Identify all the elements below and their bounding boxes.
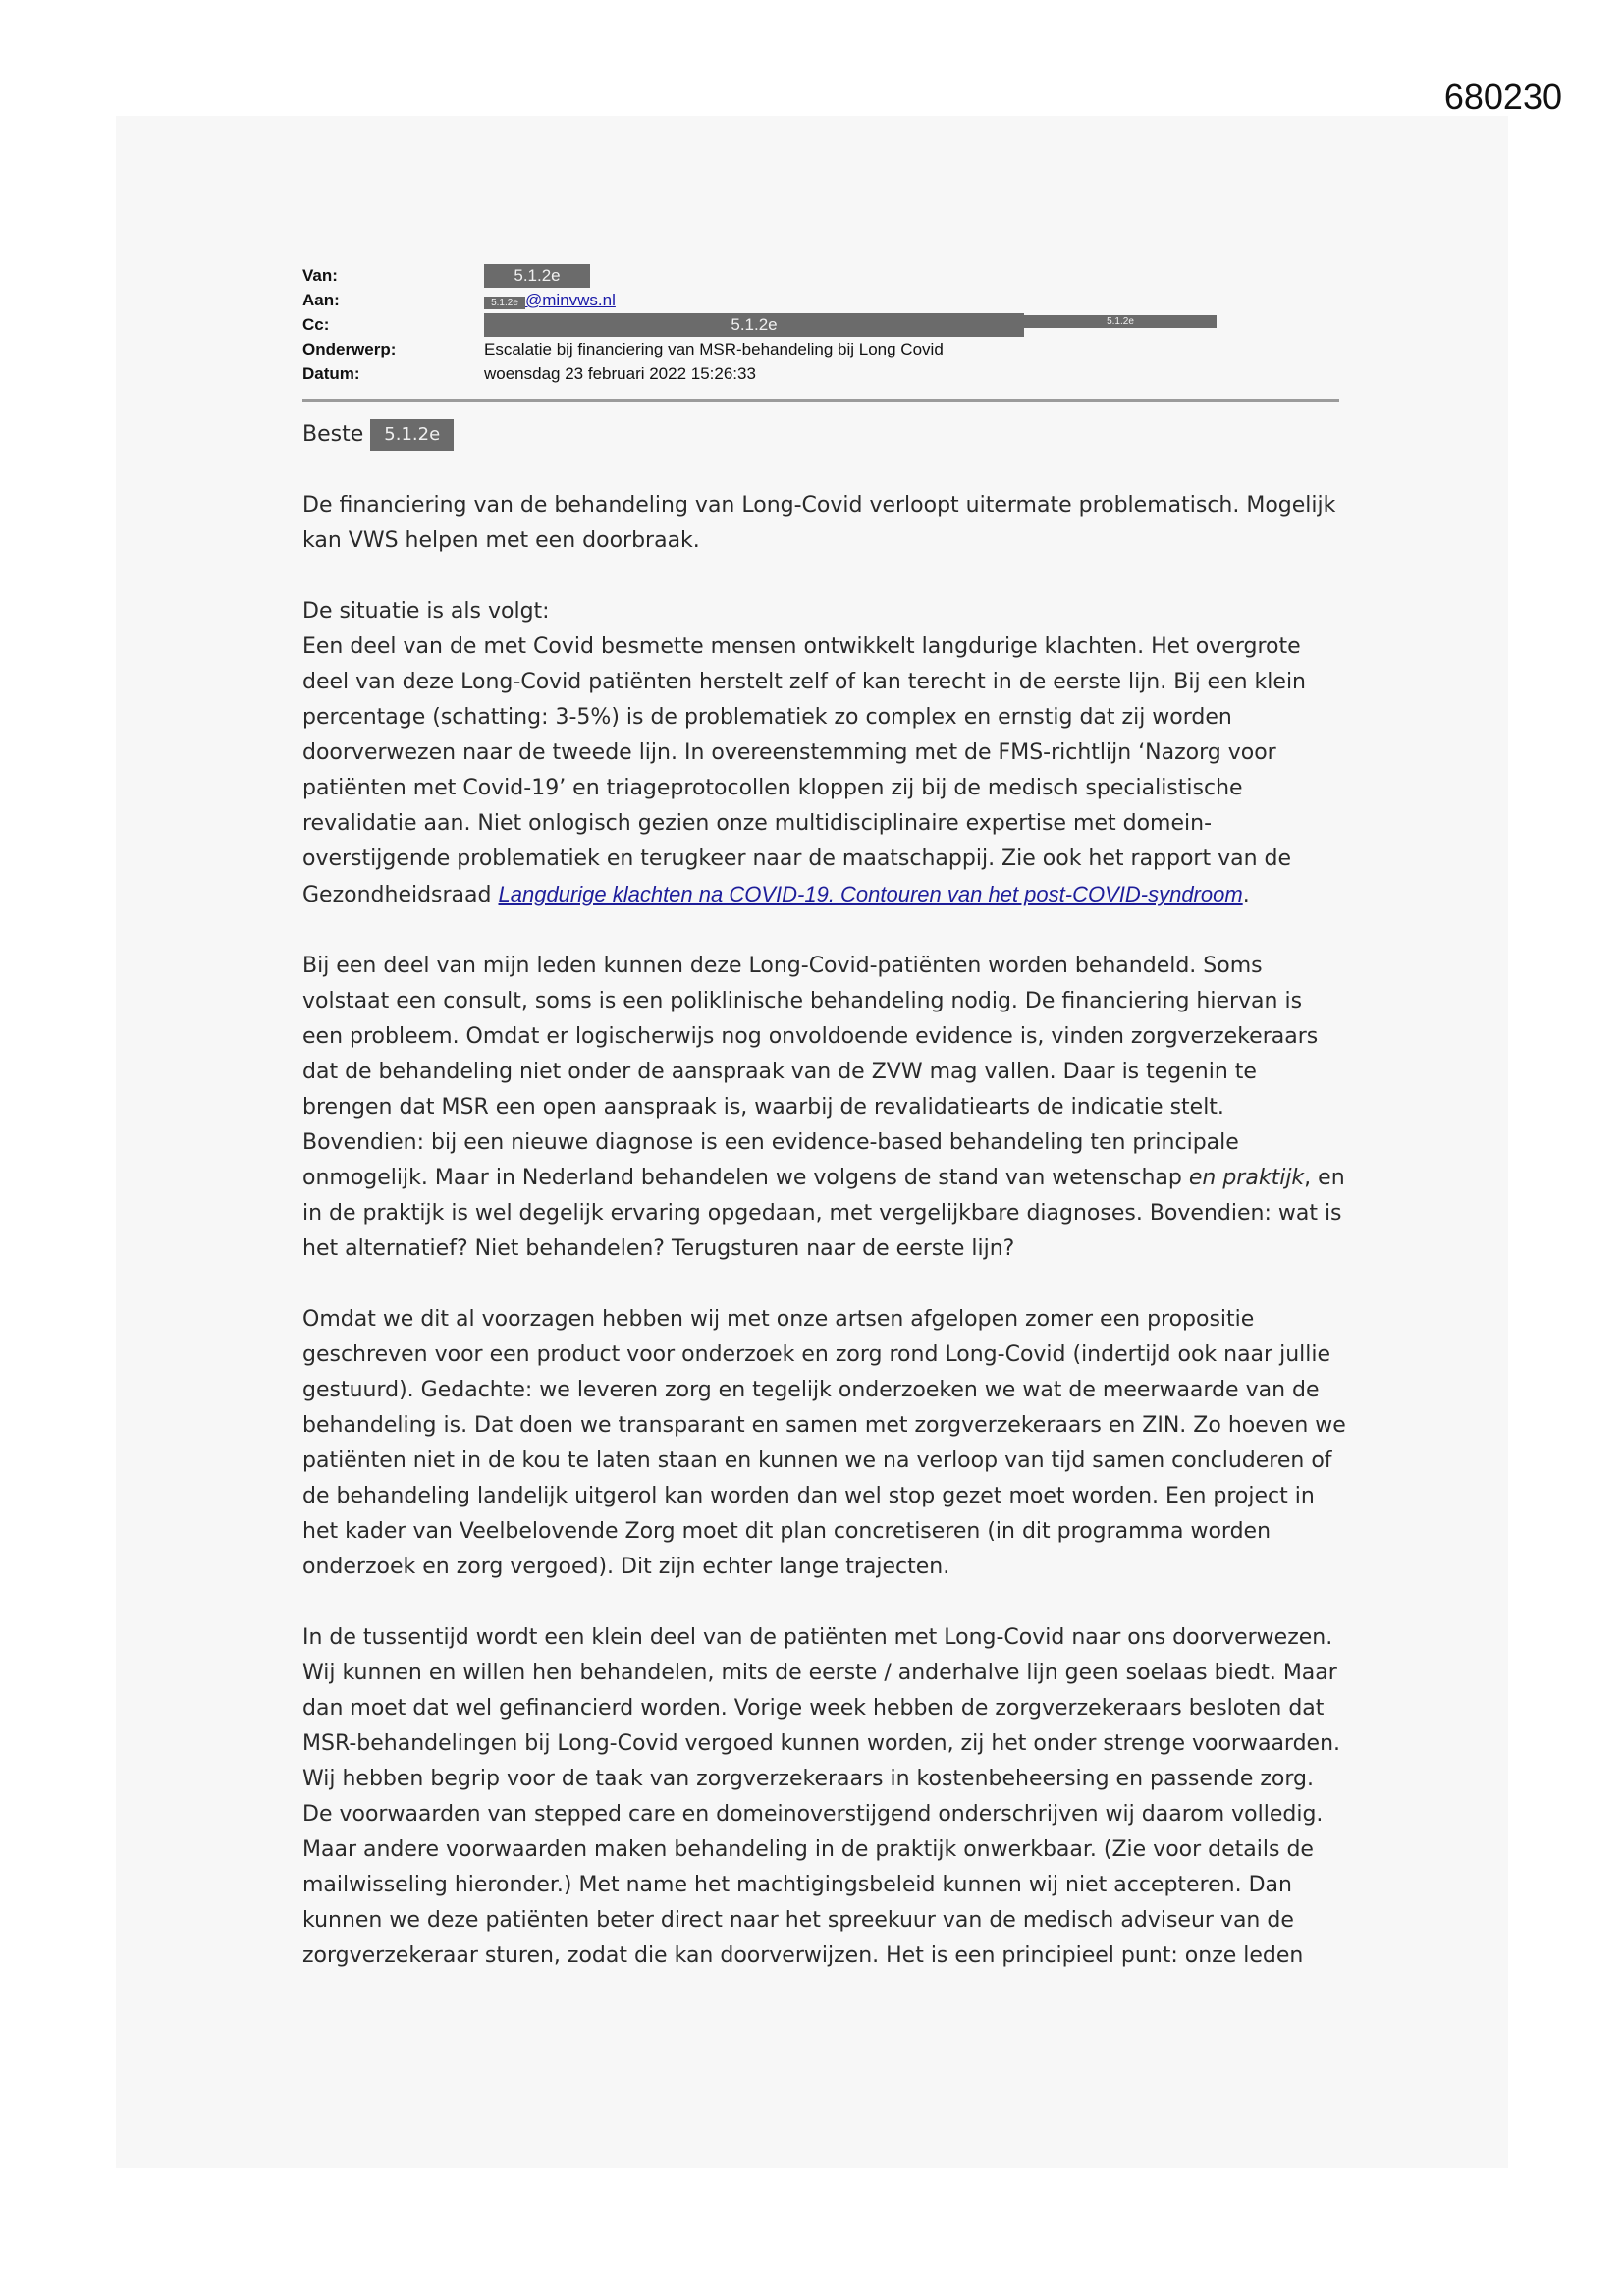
header-row-aan <box>302 288 1339 312</box>
header-row-datum <box>302 361 1339 386</box>
greeting <box>302 417 1347 453</box>
redaction-box: 5.1.2e <box>1024 315 1217 328</box>
email-body <box>302 417 1347 1974</box>
paragraph-3-emphasis: en praktijk <box>1188 1166 1305 1190</box>
aan-email-link[interactable]: @minvws.nl <box>525 291 616 309</box>
gezondheidsraad-report-link[interactable]: Langdurige klachten na COVID-19. Contouren van het post-COVID-syndroom <box>498 882 1243 906</box>
onderwerp-value: Escalatie bij financiering van MSR-behandeling bij Long Covid <box>484 340 944 358</box>
van-label: Van: <box>302 266 338 285</box>
greeting-text: Beste <box>302 422 364 447</box>
paragraph-1: De financiering van de behandeling van Long-Covid verloopt uitermate problematisch. Mogelijk kan VWS helpen met een doorbraak. <box>302 493 1336 553</box>
datum-label: Datum: <box>302 364 360 383</box>
paragraph-5: In de tussentijd wordt een klein deel van de patiënten met Long-Covid naar ons doorverwezen. Wij kunnen en willen hen behandelen, mits de eerste / anderhalve lijn geen soelaas biedt. Maar dan moet dat wel gefinancierd worden. Vorige week hebben de zorgverzekeraars besloten dat MSR-behandelingen bij Long-Covid vergoed kunnen worden, zij het onder strenge voorwaarden. Wij hebben begrip voor de taak van zorgverzekeraars in kostenbeheersing en passende zorg. De voorwaarden van stepped care en domeinoverstijgend onderschrijven wij daarom volledig. Maar andere voorwaarden maken behandeling in de praktijk onwerkbaar. (Zie voor details de mailwisseling hieronder.) Met name het machtigingsbeleid kunnen wij niet accepteren. Dan kunnen we deze patiënten beter direct naar het spreekuur van de medisch adviseur van de zorgverzekeraar sturen, zodat die kan doorverwijzen. Het is een principieel punt: onze leden <box>302 1625 1341 1968</box>
aan-label: Aan: <box>302 291 340 309</box>
header-row-onderwerp <box>302 337 1339 361</box>
cc-value <box>484 312 1217 337</box>
header-row-cc <box>302 312 1339 337</box>
paragraph-2-text: Een deel van de met Covid besmette mensen ontwikkelt langdurige klachten. Het overgrote deel van deze Long-Covid patiënten herstelt zelf of kan terecht in de eerste lijn. Bij een klein percentage (schatting: 3-5%) is de problematiek zo complex en ernstig dat zij worden doorverwezen naar de tweede lijn. In overeenstemming met de FMS-richtlijn ‘Nazorg voor patiënten met Covid-19’ en triageprotocollen kloppen zij bij de medisch specialistische revalidatie aan. Niet onlogisch gezien onze multidisciplinaire expertise met domein-overstijgende problematiek en terugkeer naar de maatschappij. Zie ook het rapport van de Gezondheidsraad <box>302 634 1307 907</box>
datum-value: woensdag 23 februari 2022 15:26:33 <box>484 364 756 383</box>
redaction-box: 5.1.2e <box>484 297 525 309</box>
paragraph-3 <box>302 949 1347 1267</box>
van-value <box>484 263 590 288</box>
redaction-box: 5.1.2e <box>370 419 454 451</box>
redaction-box: 5.1.2e <box>484 264 590 288</box>
paragraph-4: Omdat we dit al voorzagen hebben wij met onze artsen afgelopen zomer een propositie geschreven voor een product voor onderzoek en zorg rond Long-Covid (indertijd ook naar jullie gestuurd). Gedachte: we leveren zorg en tegelijk onderzoeken we wat de meerwaarde van de behandeling is. Dat doen we transparant en samen met zorgverzekeraars en ZIN. Zo hoeven we patiënten niet in de kou te laten staan en kunnen we na verloop van tijd samen concluderen of de behandeling landelijk uitgerol kan worden dan wel stop gezet moet worden. Een project in het kader van Veelbelovende Zorg moet dit plan concretiseren (in dit programma worden onderzoek en zorg vergoed). Dit zijn echter lange trajecten. <box>302 1307 1346 1579</box>
email-header <box>302 263 1339 386</box>
header-row-van <box>302 263 1339 288</box>
paragraph-3-text-a: Bij een deel van mijn leden kunnen deze Long-Covid-patiënten worden behandeld. Soms volstaat een consult, soms is een poliklinische behandeling nodig. De financiering hiervan is een probleem. Omdat er logischerwijs nog onvoldoende evidence is, vinden zorgverzekeraars dat de behandeling niet onder de aanspraak van de ZVW mag vallen. Daar is tegenin te brengen dat MSR een open aanspraak is, waarbij de revalidatiearts de indicatie stelt. Bovendien: bij een nieuwe diagnose is een evidence-based behandeling ten principale onmogelijk. Maar in Nederland behandelen we volgens de stand van wetenschap <box>302 954 1319 1190</box>
onderwerp-label: Onderwerp: <box>302 340 397 358</box>
header-divider <box>302 399 1339 402</box>
paragraph-2 <box>302 629 1347 913</box>
paragraph-3-text-b: , en in de praktijk is wel degelijk ervaring opgedaan, met vergelijkbare diagnoses. Bovendien: wat is het alternatief? Niet behandelen? Terugsturen naar de eerste lijn? <box>302 1166 1345 1261</box>
cc-label: Cc: <box>302 315 330 334</box>
document-number: 680230 <box>1443 77 1562 117</box>
redaction-box: 5.1.2e <box>484 313 1024 337</box>
paragraph-2-intro: De situatie is als volgt: <box>302 599 550 624</box>
aan-value <box>484 288 616 312</box>
paragraph-2-end: . <box>1242 883 1250 907</box>
